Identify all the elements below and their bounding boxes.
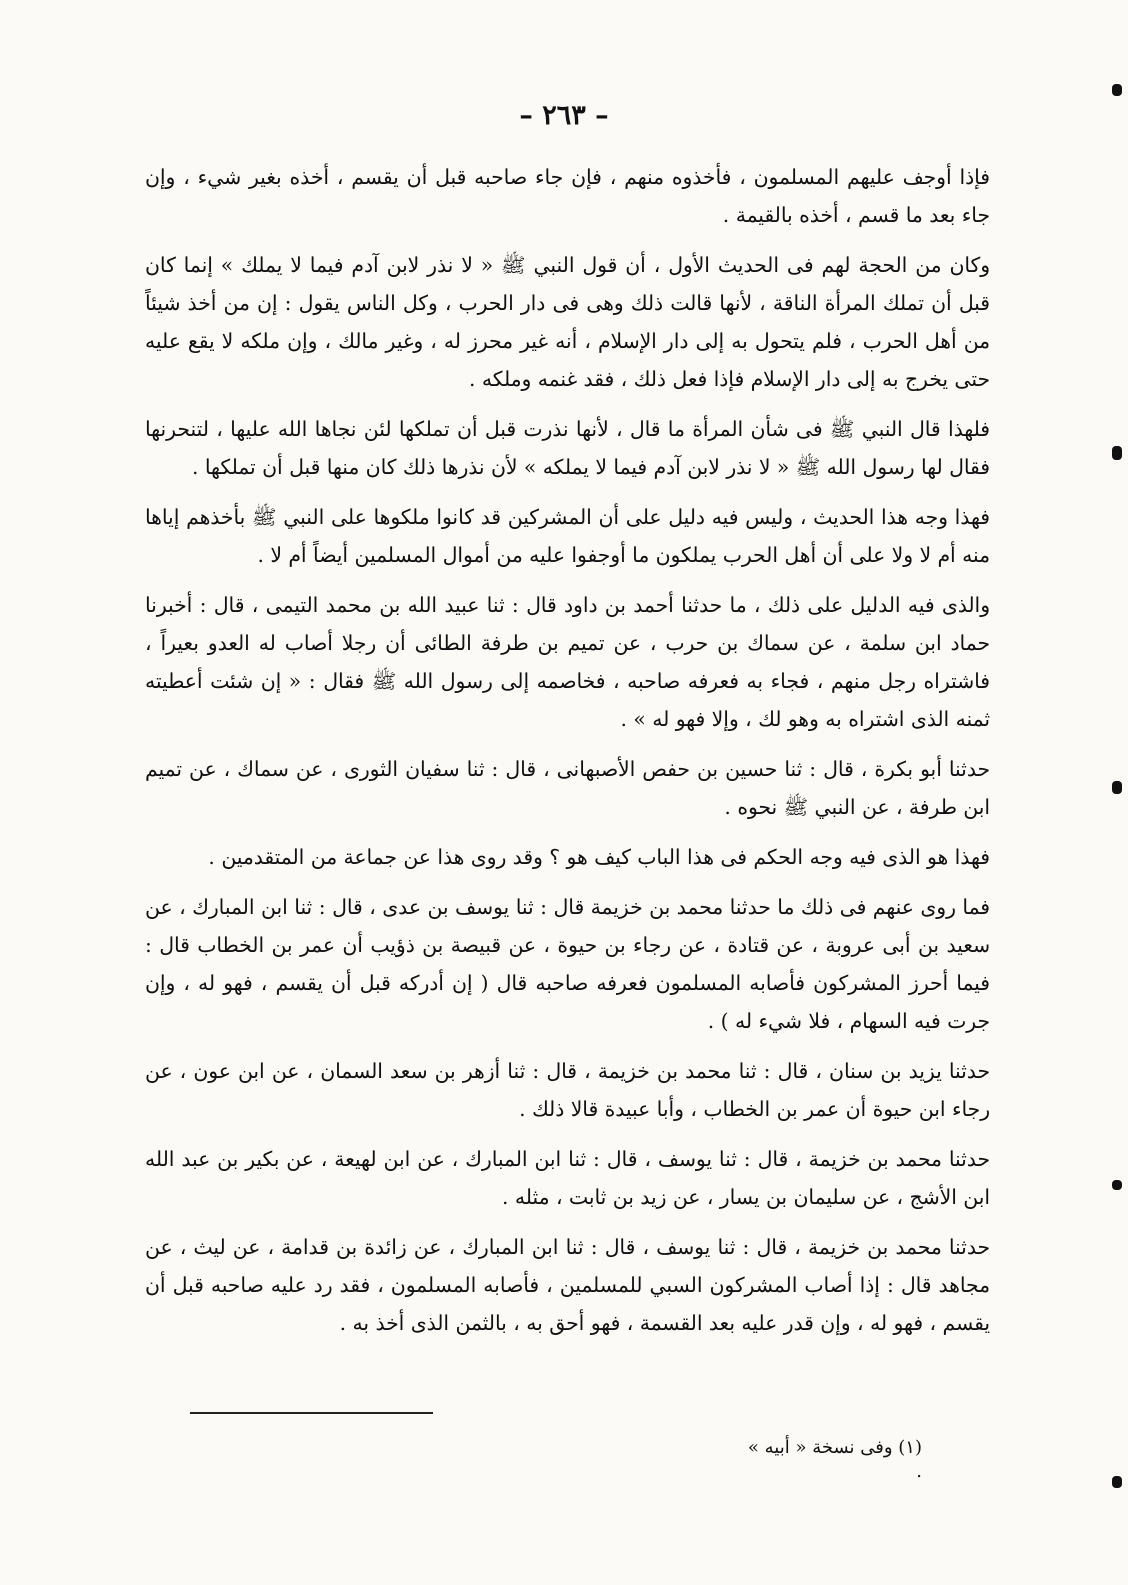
- paragraph-11: حدثنا محمد بن خزيمة ، قال : ثنا يوسف ، قال : ثنا ابن المبارك ، عن زائدة بن قدامة ، عن ليث ، عن مجاهد قال : إذا أصاب المشركون السبي للمسلمين ، فأصابه المسلمون ، فقد رد عليه صاحبه قبل أن يقسم ، فهو له ، وإن قدر عليه بعد القسمة ، فهو أحق به ، بالثمن الذى أخذ به .: [145, 1235, 990, 1335]
- scan-edge-mark: [1112, 1180, 1122, 1190]
- scan-edge-mark: [1112, 1476, 1122, 1488]
- paragraph-1: فإذا أوجف عليهم المسلمون ، فأخذوه منهم ، فإن جاء صاحبه قبل أن يقسم ، أخذه بغير شيء ، وإن جاء بعد ما قسم ، أخذه بالقيمة .: [145, 165, 990, 227]
- paragraph-7: فهذا هو الذى فيه وجه الحكم فى هذا الباب كيف هو ؟ وقد روى هذا عن جماعة من المتقدمين .: [208, 845, 990, 869]
- paragraph-8: فما روى عنهم فى ذلك ما حدثنا محمد بن خزيمة قال : ثنا يوسف بن عدى ، قال : ثنا ابن المبارك ، عن سعيد بن أبى عروبة ، عن قتادة ، عن رجاء بن حيوة ، عن قبيصة بن ذؤيب أن عمر بن الخطاب قال : فيما أحرز المشركون فأصابه المسلمون فعرفه صاحبه قال ( إن أدركه قبل أن يقسم ، فهو له ، وإن جرت فيه السهام ، فلا شيء له ) .: [145, 895, 990, 1033]
- paragraph-2: وكان من الحجة لهم فى الحديث الأول ، أن قول النبي ﷺ « لا نذر لابن آدم فيما لا يملك » إنما كان قبل أن تملك المرأة الناقة ، لأنها قالت ذلك وهى فى دار الحرب ، وكل الناس يقول : إن من أخذ شيئاً من أهل الحرب ، فلم يتحول به إلى دار الإسلام ، أنه غير محرز له ، وغير مالك ، وإن ملكه لا يقع عليه حتى يخرج به إلى دار الإسلام فإذا فعل ذلك ، فقد غنمه وملكه .: [145, 253, 990, 391]
- scan-edge-mark: [1112, 446, 1122, 460]
- page-number: – ٢٦٣ –: [519, 100, 609, 131]
- footnote-divider: [190, 1412, 433, 1414]
- paragraph-10: حدثنا محمد بن خزيمة ، قال : ثنا يوسف ، قال : ثنا ابن المبارك ، عن ابن لهيعة ، عن بكير بن عبد الله ابن الأشج ، عن سليمان بن يسار ، عن زيد بن ثابت ، مثله .: [145, 1147, 990, 1209]
- paragraph-6: حدثنا أبو بكرة ، قال : ثنا حسين بن حفص الأصبهانى ، قال : ثنا سفيان الثورى ، عن سماك ، عن تميم ابن طرفة ، عن النبي ﷺ نحوه .: [145, 757, 990, 819]
- paragraph-9: حدثنا يزيد بن سنان ، قال : ثنا محمد بن خزيمة ، قال : ثنا أزهر بن سعد السمان ، عن ابن عون ، عن رجاء ابن حيوة أن عمر بن الخطاب ، وأبا عبيدة قالا ذلك .: [145, 1059, 990, 1121]
- paragraph-3: فلهذا قال النبي ﷺ فى شأن المرأة ما قال ، لأنها نذرت قبل أن تملكها لئن نجاها الله عليها ، لتنحرنها فقال لها رسول الله ﷺ « لا نذر لابن آدم فيما لا يملكه » لأن نذرها ذلك كان منها قبل أن تملكها .: [145, 417, 990, 479]
- scan-edge-mark: [1112, 84, 1122, 96]
- scan-edge-mark: [1112, 781, 1122, 794]
- paragraph-5: والذى فيه الدليل على ذلك ، ما حدثنا أحمد بن داود قال : ثنا عبيد الله بن محمد التيمى ، قال : أخبرنا حماد ابن سلمة ، عن سماك بن حرب ، عن تميم بن طرفة الطائى أن رجلا أصاب له العدو بعيراً ، فاشتراه رجل منهم ، فجاء به فعرفه صاحبه ، فخاصمه إلى رسول الله ﷺ فقال : « إن شئت أعطيته ثمنه الذى اشتراه به وهو لك ، وإلا فهو له » .: [145, 593, 990, 731]
- main-text: [145, 158, 990, 1368]
- footnote: (١) وفى نسخة « أبيه » .: [747, 1437, 922, 1482]
- paragraph-4: فهذا وجه هذا الحديث ، وليس فيه دليل على أن المشركين قد كانوا ملكوها على النبي ﷺ بأخذهم إياها منه أم لا ولا على أن أهل الحرب يملكون ما أوجفوا عليه من أموال المسلمين أيضاً أم لا .: [145, 505, 990, 567]
